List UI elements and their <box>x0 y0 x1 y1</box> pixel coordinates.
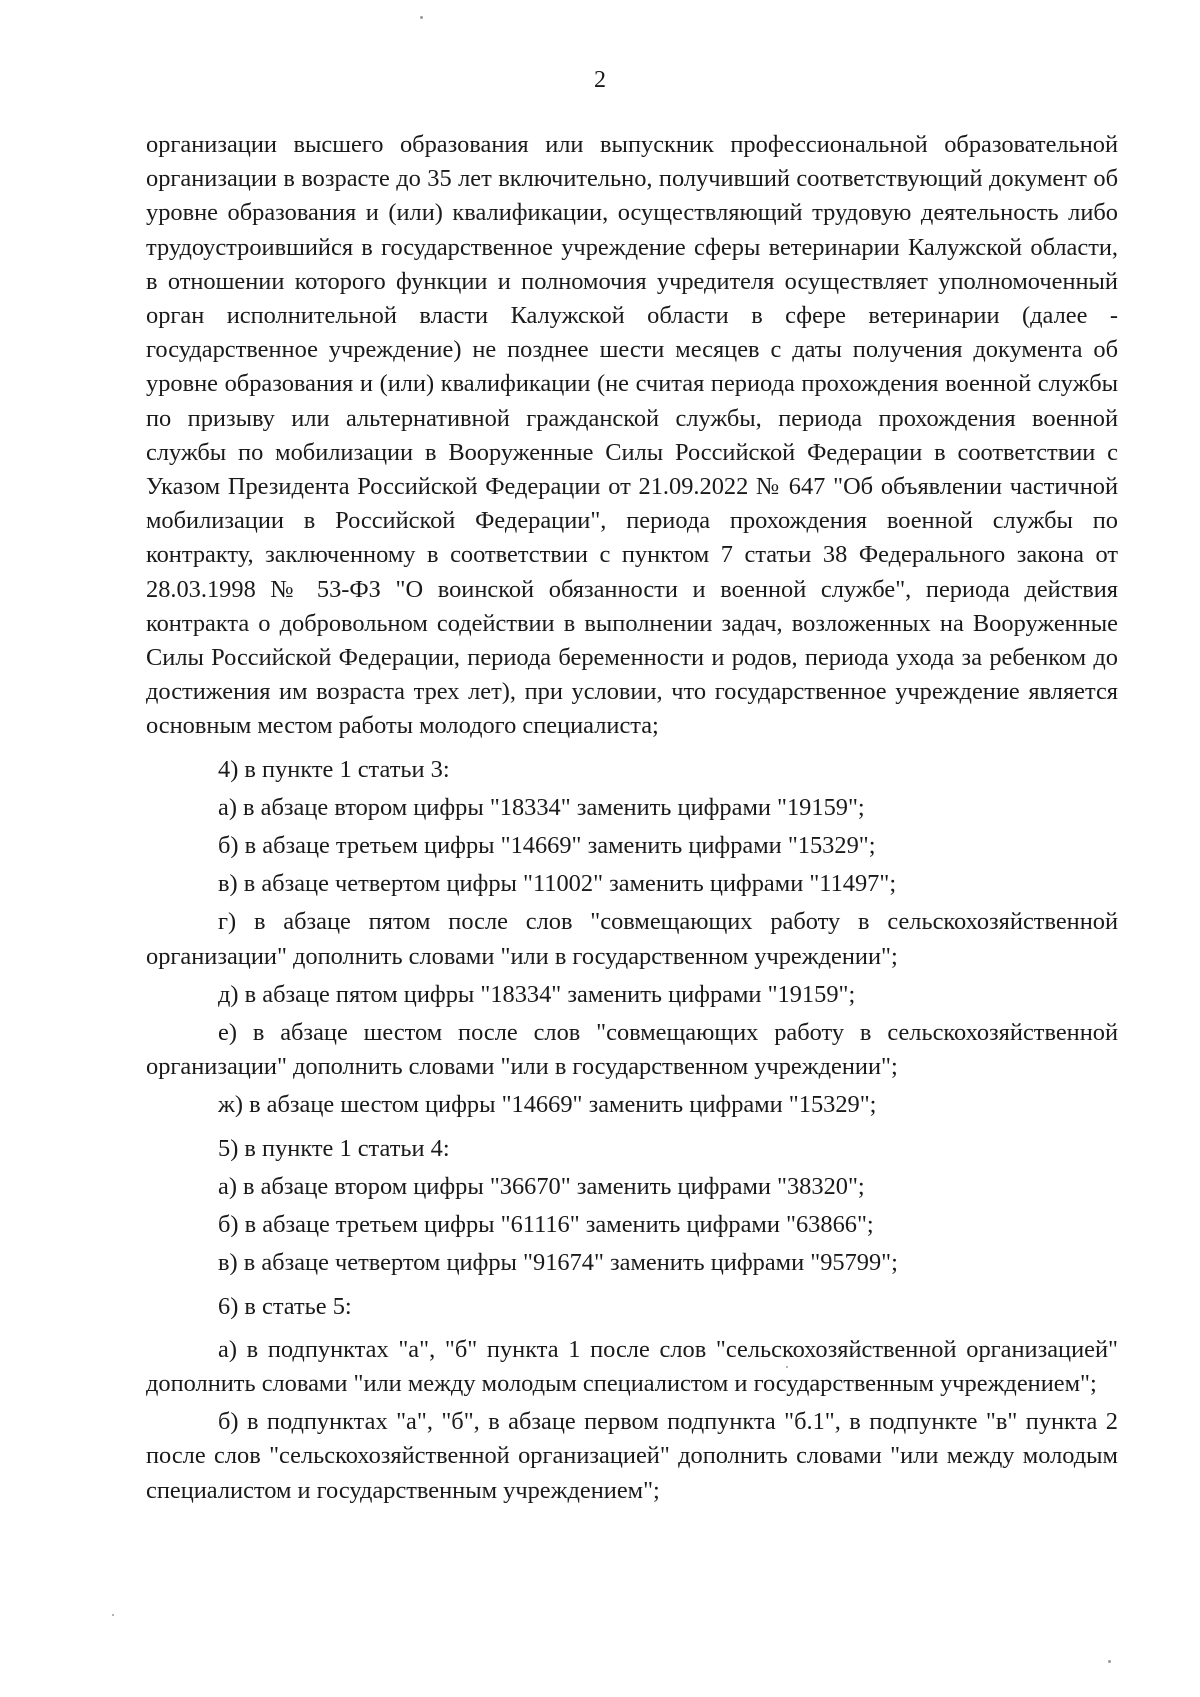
item-6-a: а) в подпунктах "а", "б" пункта 1 после слов "сельскохозяйственной организацией" дополнить словами "или между молодым специалистом и государственным учреждением"; <box>146 1335 1118 1397</box>
document-body <box>146 128 1118 1508</box>
scan-speck <box>112 1614 114 1616</box>
item-5-v: в) в абзаце четвертом цифры "91674" заменить цифрами "95799"; <box>218 1249 898 1277</box>
item-4-d: д) в абзаце пятом цифры "18334" заменить цифрами "19159"; <box>218 980 856 1008</box>
item-4-v: в) в абзаце четвертом цифры "11002" заменить цифрами "11497"; <box>218 870 897 898</box>
item-4-zh: ж) в абзаце шестом цифры "14669" заменить цифрами "15329"; <box>218 1091 877 1119</box>
scan-speck <box>786 1366 788 1368</box>
item-4-b: б) в абзаце третьем цифры "14669" заменить цифрами "15329"; <box>218 832 876 860</box>
scan-speck <box>420 16 423 19</box>
item-6-b: б) в подпунктах "а", "б", в абзаце первом подпункта "б.1", в подпункте "в" пункта 2 после слов "сельскохозяйственной организацией" дополнить словами "или между молодым специалистом и государственным учреждением"; <box>146 1408 1118 1504</box>
item-4-heading: 4) в пункте 1 статьи 3: <box>218 755 450 783</box>
item-4-e: е) в абзаце шестом после слов "совмещающих работу в сельскохозяйственной организации" дополнить словами "или в государственном учреждении"; <box>146 1019 1118 1081</box>
item-5-a: а) в абзаце втором цифры "36670" заменить цифрами "38320"; <box>218 1172 865 1200</box>
item-4-g: г) в абзаце пятом после слов "совмещающих работу в сельскохозяйственной организации" дополнить словами "или в государственном учреждении"; <box>146 908 1118 970</box>
page-number: 2 <box>594 67 606 93</box>
item-5-heading: 5) в пункте 1 статьи 4: <box>218 1134 450 1162</box>
item-6-heading: 6) в статье 5: <box>218 1292 352 1320</box>
item-5-b: б) в абзаце третьем цифры "61116" заменить цифрами "63866"; <box>218 1211 874 1239</box>
paragraph-continuation: организации высшего образования или выпускник профессиональной образовательной организации в возрасте до 35 лет включительно, получивший соответствующий документ об уровне образования и (или) квалификации, осуществляющий трудовую деятельность либо трудоустроившийся в государственное учреждение сферы ветеринарии Калужской области, в отношении которого функции и полномочия учредителя осуществляет уполномоченный орган исполнительной власти Калужской области в сфере ветеринарии (далее - государственное учреждение) не позднее шести месяцев с даты получения документа об уровне образования и (или) квалификации (не считая периода прохождения военной службы по призыву или альтернативной гражданской службы, периода прохождения военной службы по мобилизации в Вооруженные Силы Российской Федерации в соответствии с Указом Президента Российской Федерации от 21.09.2022 № 647 "Об объявлении частичной мобилизации в Российской Федерации", периода прохождения военной службы по контракту, заключенному в соответствии с пунктом 7 статьи 38 Федерального закона от 28.03.1998 № 53-ФЗ "О воинской обязанности и военной службе", периода действия контракта о добровольном содействии в выполнении задач, возложенных на Вооруженные Силы Российской Федерации, периода беременности и родов, периода ухода за ребенком до достижения им возраста трех лет), при условии, что государственное учреждение является основным местом работы молодого специалиста; <box>146 131 1118 740</box>
scan-speck <box>1108 1660 1111 1663</box>
item-4-a: а) в абзаце втором цифры "18334" заменить цифрами "19159"; <box>218 793 865 821</box>
